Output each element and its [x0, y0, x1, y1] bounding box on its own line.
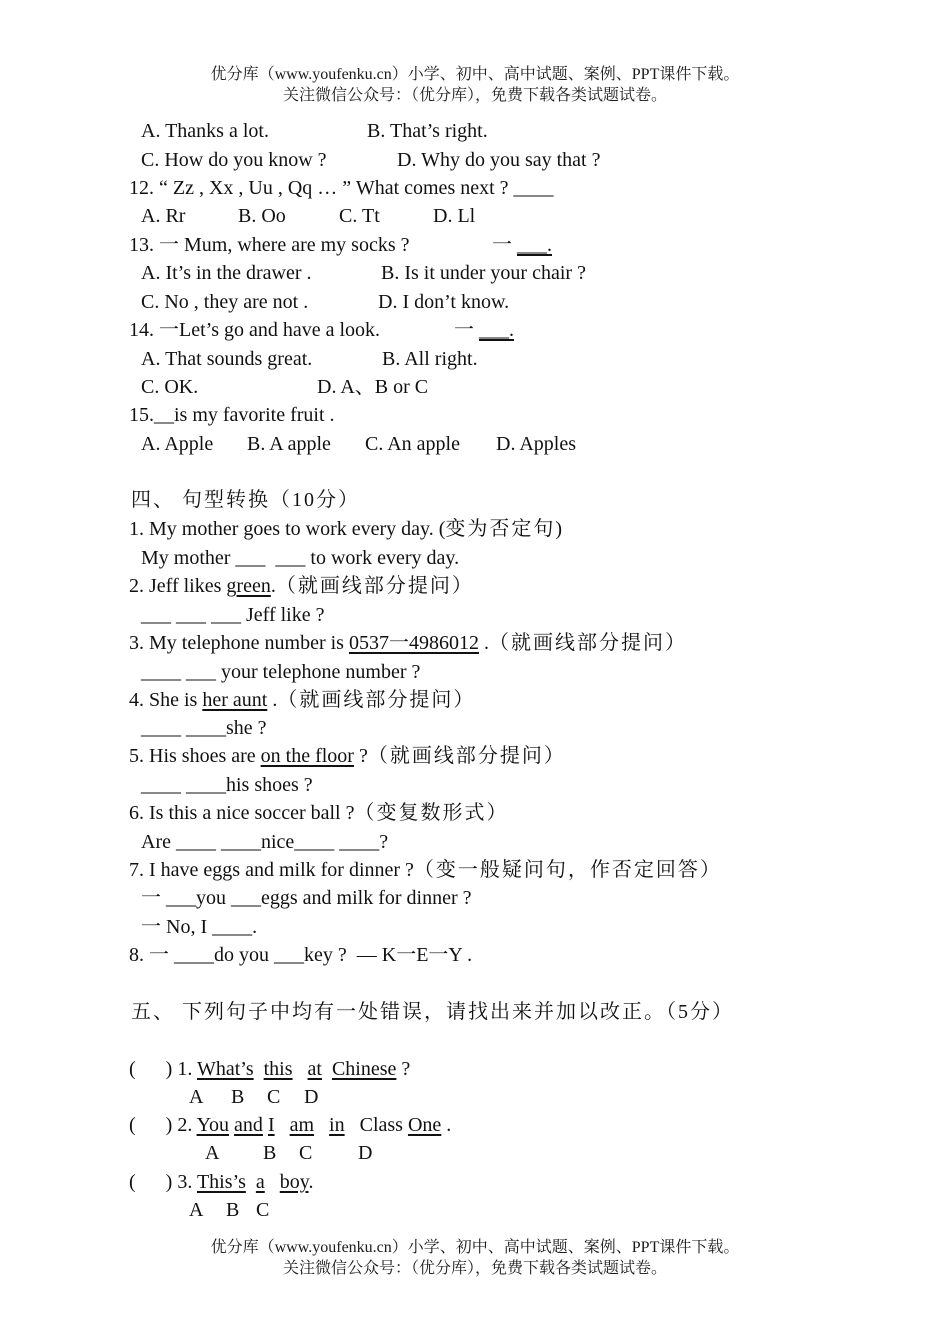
q13-reply	[492, 232, 552, 258]
s5-s1-word-a: What’s	[196, 1058, 254, 1080]
header-line-1: 优分库（www.youfenku.cn）小学、初中、高中试题、案例、PPT课件下载。	[210, 66, 740, 83]
s5-s3-letter-c: C	[256, 1199, 270, 1221]
section5-title: 五、 下列句子中均有一处错误，请找出来并加以改正。（5分）	[131, 1001, 734, 1023]
q11-option-c: C. How do you know ?	[141, 149, 327, 171]
s4-item2-instruction: （就画线部分提问）	[275, 575, 474, 597]
q11-option-d: D. Why do you say that ?	[397, 149, 601, 171]
s4-item7	[129, 857, 722, 883]
q13-option-d: D. I don’t know.	[378, 291, 510, 313]
s4-item3-text: 3. My telephone number is	[129, 632, 349, 654]
s4-item5-answer: ____ ____his shoes ?	[141, 774, 313, 796]
footer-line-2: 关注微信公众号：（优分库），免费下载各类试题试卷。	[282, 1260, 667, 1277]
s5-s3-letter-a: A	[189, 1199, 204, 1221]
q12-option-c: C. Tt	[339, 205, 380, 227]
q13-answer-blank: ___.	[517, 234, 552, 256]
s5-s2-paren: ( )	[129, 1114, 173, 1136]
s5-s1-word-d: Chinese	[331, 1058, 397, 1080]
s5-s1-num: 1.	[177, 1058, 193, 1080]
s4-item6-instruction: （变复数形式）	[354, 802, 509, 824]
s5-s2-word-you: You	[196, 1114, 230, 1136]
q13-reply-dash: 一	[492, 234, 512, 256]
s5-s1-word-c: at	[307, 1058, 322, 1080]
s4-item6-text: 6. Is this a nice soccer ball ?	[129, 802, 355, 824]
s5-s2-word-and: and	[234, 1114, 263, 1136]
q13-option-b: B. Is it under your chair ?	[381, 262, 586, 284]
s5-s1-word-b: this	[263, 1058, 293, 1080]
s5-s2-word-in: in	[329, 1114, 345, 1136]
q15-option-b: B. A apple	[247, 433, 331, 455]
q11-option-b: B. That’s right.	[367, 120, 488, 142]
q14-answer-blank: ___.	[479, 319, 514, 341]
q15-option-d: D. Apples	[496, 433, 576, 455]
s5-s1-letter-c: C	[267, 1086, 281, 1108]
s5-s1-paren: ( )	[129, 1058, 173, 1080]
s5-s2-word-i: I	[267, 1114, 275, 1136]
s5-s1-letter-a: A	[189, 1086, 204, 1108]
s4-item6	[129, 800, 508, 826]
s5-sentence1	[129, 1056, 410, 1082]
s5-sentence3	[129, 1169, 313, 1195]
q12-option-a: A. Rr	[141, 205, 186, 227]
q14-option-a: A. That sounds great.	[141, 348, 313, 370]
s5-s2-letter-a: A	[205, 1142, 220, 1164]
s4-item2-text: 2. Jeff likes	[129, 575, 227, 597]
s4-item1-text: 1. My mother goes to work every day. (	[129, 518, 446, 540]
s4-item4-underlined: her aunt	[202, 689, 268, 711]
q14-stem: 14. 一Let’s go and have a look.	[129, 319, 381, 341]
s5-s2-num: 2.	[177, 1114, 193, 1136]
s4-item3-underlined: 0537一4986012	[348, 632, 479, 654]
s5-s3-word-a: This’s	[196, 1171, 246, 1193]
q15-stem: 15.__is my favorite fruit .	[129, 404, 335, 426]
s4-item5-underlined: on the floor	[260, 745, 354, 767]
s5-s1-letter-d: D	[304, 1086, 319, 1108]
s5-s2-word-class: Class	[359, 1114, 403, 1136]
s4-item3	[129, 630, 687, 656]
s4-item4-answer: ____ ____she ?	[141, 717, 267, 739]
q14-option-c: C. OK.	[141, 376, 199, 398]
s4-item5-punct: ?	[353, 745, 368, 767]
s4-item5-text: 5. His shoes are	[129, 745, 261, 767]
s5-sentence2	[129, 1112, 451, 1138]
s4-item1-answer: My mother ___ ___ to work every day.	[141, 547, 460, 569]
s5-s3-letter-b: B	[226, 1199, 240, 1221]
q14-reply-dash: 一	[454, 319, 474, 341]
q15-option-a: A. Apple	[141, 433, 214, 455]
s4-item4-instruction: （就画线部分提问）	[277, 689, 476, 711]
s4-item4-punct: .	[267, 689, 278, 711]
s4-item2	[129, 573, 474, 599]
s4-item6-answer: Are ____ ____nice____ ____?	[141, 831, 389, 853]
s5-s2-word-one: One	[407, 1114, 442, 1136]
q12-option-b: B. Oo	[238, 205, 286, 227]
s4-item4	[129, 687, 475, 713]
s4-item4-text: 4. She is	[129, 689, 203, 711]
s5-s3-word-c: boy	[279, 1171, 309, 1193]
s5-s2-end: .	[446, 1114, 452, 1136]
footer-line-1: 优分库（www.youfenku.cn）小学、初中、高中试题、案例、PPT课件下载。	[210, 1239, 740, 1256]
section4-title: 四、 句型转换（10分）	[131, 489, 360, 511]
s4-item7-answer-2: 一 No, I ____.	[141, 916, 258, 938]
s4-item1-instruction: 变为否定句	[445, 518, 556, 540]
s4-item7-instruction: （变一般疑问句，作否定回答）	[413, 859, 722, 881]
s5-s1-letter-b: B	[231, 1086, 245, 1108]
s5-s3-word-b: a	[255, 1171, 265, 1193]
q11-option-a: A. Thanks a lot.	[141, 120, 269, 142]
q15-option-c: C. An apple	[365, 433, 460, 455]
s4-item3-instruction: （就画线部分提问）	[488, 632, 687, 654]
q12-stem: 12. “ Zz , Xx , Uu , Qq … ” What comes next ? ____	[129, 177, 554, 199]
s4-item3-punct: .	[478, 632, 489, 654]
s5-s2-letter-c: C	[299, 1142, 313, 1164]
s5-s2-word-am: am	[289, 1114, 315, 1136]
s5-s1-end: ?	[401, 1058, 411, 1080]
s4-item1-close: )	[555, 518, 563, 540]
s5-s3-paren: ( )	[129, 1171, 173, 1193]
q14-option-b: B. All right.	[382, 348, 478, 370]
q13-option-c: C. No , they are not .	[141, 291, 309, 313]
q12-option-d: D. Ll	[433, 205, 476, 227]
s4-item1	[129, 516, 562, 542]
q13-stem: 13. 一 Mum, where are my socks ?	[129, 234, 410, 256]
q14-reply	[454, 317, 514, 343]
s4-item8: 8. 一 ____do you ___key ? — K一E一Y .	[129, 944, 473, 966]
s4-item2-underlined: green	[226, 575, 271, 597]
s4-item2-punct: .	[270, 575, 276, 597]
s4-item7-text: 7. I have eggs and milk for dinner ?	[129, 859, 414, 881]
s4-item5-instruction: （就画线部分提问）	[367, 745, 566, 767]
s4-item5	[129, 743, 566, 769]
s5-s3-end: .	[308, 1171, 314, 1193]
s5-s2-letter-d: D	[358, 1142, 373, 1164]
s4-item7-answer-1: 一 ___you ___eggs and milk for dinner ?	[141, 887, 472, 909]
s5-s3-num: 3.	[177, 1171, 193, 1193]
s5-s2-letter-b: B	[263, 1142, 277, 1164]
s4-item3-answer: ____ ___ your telephone number ?	[141, 661, 421, 683]
q13-option-a: A. It’s in the drawer .	[141, 262, 312, 284]
s4-item2-answer: ___ ___ ___ Jeff like ?	[141, 604, 325, 626]
header-line-2: 关注微信公众号：（优分库），免费下载各类试题试卷。	[282, 87, 667, 104]
q14-option-d: D. A、B or C	[317, 376, 429, 398]
